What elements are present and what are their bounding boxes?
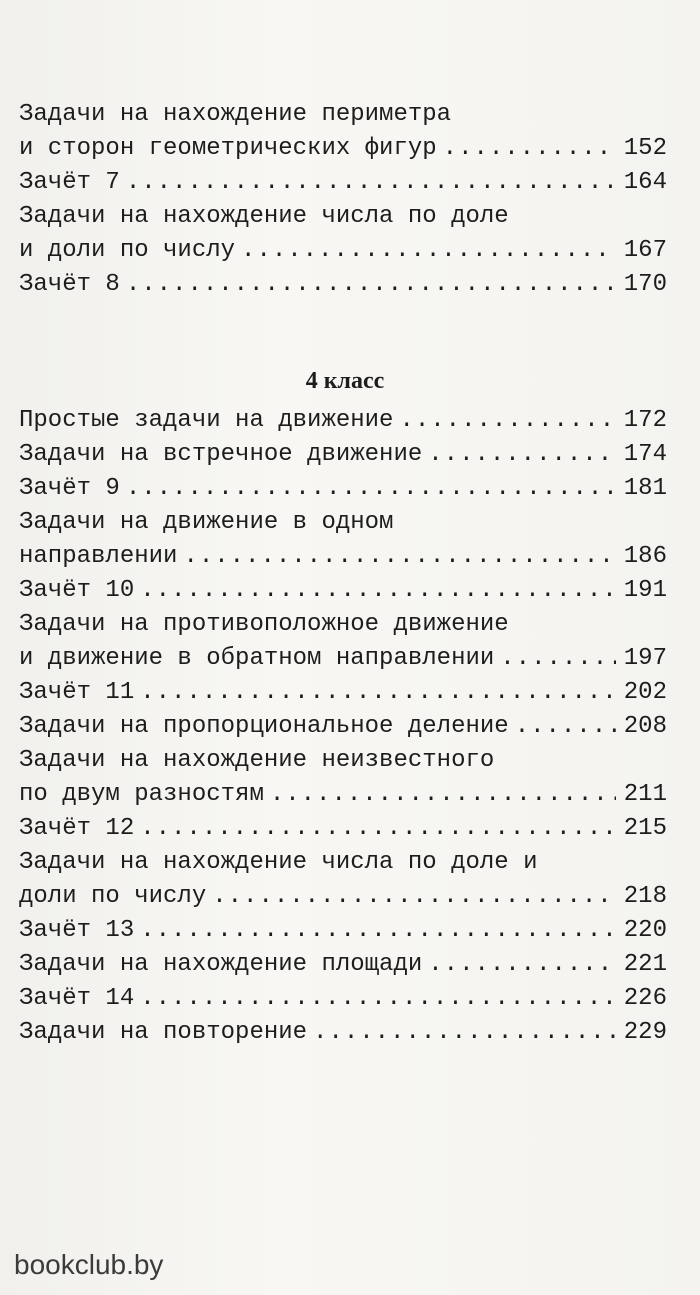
toc-entry (19, 506, 667, 574)
toc-entry (19, 438, 667, 472)
leader-dots (140, 982, 616, 1016)
table-of-contents-part-1 (19, 98, 667, 302)
leader-dots (140, 574, 616, 608)
toc-entry-title: Зачёт 12 (19, 815, 135, 842)
leader-dots (270, 778, 616, 812)
toc-entry (19, 846, 667, 914)
toc-entry-line (19, 1016, 667, 1050)
toc-entry-line (19, 472, 667, 506)
leader-dots (126, 268, 616, 302)
page-number: 211 (623, 781, 667, 808)
page-number: 215 (623, 815, 667, 842)
leader-dots (126, 472, 616, 506)
toc-entry-line (19, 880, 667, 914)
toc-entry-line (19, 166, 667, 200)
page-number: 220 (623, 917, 667, 944)
leader-dots (399, 404, 615, 438)
leader-dots (140, 812, 616, 846)
toc-entry (19, 574, 667, 608)
toc-entry-title: доли по числу (19, 883, 207, 910)
leader-dots (428, 438, 616, 472)
toc-entry-title-line: Задачи на нахождение числа по доле (19, 203, 509, 230)
page-number: 186 (623, 543, 667, 570)
page-number: 170 (623, 271, 667, 298)
page-number: 174 (623, 441, 667, 468)
toc-entry (19, 1016, 667, 1050)
toc-entry-title: Задачи на повторение (19, 1019, 308, 1046)
toc-entry-title: Простые задачи на движение (19, 407, 394, 434)
leader-dots (241, 234, 616, 268)
page-number: 181 (623, 475, 667, 502)
toc-entry-title: Зачёт 9 (19, 475, 120, 502)
page-number: 164 (623, 169, 667, 196)
toc-entry-title-line: Задачи на движение в одном (19, 509, 394, 536)
leader-dots (428, 948, 616, 982)
toc-entry (19, 472, 667, 506)
toc-entry (19, 982, 667, 1016)
toc-entry-title: Задачи на встречное движение (19, 441, 423, 468)
toc-entry-line (19, 778, 667, 812)
toc-entry-line (19, 132, 667, 166)
leader-dots (126, 166, 616, 200)
page-number: 191 (623, 577, 667, 604)
toc-entry (19, 744, 667, 812)
toc-entry (19, 812, 667, 846)
page-number: 226 (623, 985, 667, 1012)
toc-entry-title-line: Задачи на противоположное движение (19, 611, 509, 638)
toc-entry-line (19, 710, 667, 744)
toc-entry (19, 676, 667, 710)
toc-entry-line (19, 540, 667, 574)
page-number: 202 (623, 679, 667, 706)
toc-entry (19, 200, 667, 268)
toc-entry-title: и доли по числу (19, 237, 236, 264)
toc-entry-title: направлении (19, 543, 178, 570)
toc-entry (19, 710, 667, 744)
leader-dots (515, 710, 616, 744)
leader-dots (183, 540, 615, 574)
toc-entry (19, 914, 667, 948)
page-number: 152 (623, 135, 667, 162)
toc-entry-line (19, 642, 667, 676)
toc-entry-title: Зачёт 8 (19, 271, 120, 298)
toc-entry (19, 608, 667, 676)
page-number: 197 (623, 645, 667, 672)
page-number: 221 (623, 951, 667, 978)
toc-entry-title: Зачёт 13 (19, 917, 135, 944)
leader-dots (140, 676, 616, 710)
toc-entry-line (19, 982, 667, 1016)
toc-entry-title: и движение в обратном направлении (19, 645, 495, 672)
toc-entry-line (19, 404, 667, 438)
toc-entry-title: Задачи на нахождение площади (19, 951, 423, 978)
toc-entry-title: Зачёт 14 (19, 985, 135, 1012)
toc-entry-line (19, 914, 667, 948)
page-number: 229 (623, 1019, 667, 1046)
toc-entry-title: по двум разностям (19, 781, 264, 808)
leader-dots (313, 1016, 616, 1050)
page-number: 172 (623, 407, 667, 434)
leader-dots (500, 642, 616, 676)
toc-entry-title: Задачи на пропорциональное деление (19, 713, 509, 740)
leader-dots (443, 132, 616, 166)
toc-entry-line (19, 268, 667, 302)
toc-entry-line (19, 234, 667, 268)
toc-entry (19, 268, 667, 302)
page-number: 218 (623, 883, 667, 910)
toc-entry (19, 98, 667, 166)
toc-entry-title: и сторон геометрических фигур (19, 135, 437, 162)
toc-entry-title-line: Задачи на нахождение числа по доле и (19, 849, 538, 876)
toc-entry-title-line: Задачи на нахождение периметра (19, 101, 452, 128)
section-title: 4 класс (305, 368, 385, 394)
toc-entry-title: Зачёт 11 (19, 679, 135, 706)
toc-entry-line (19, 676, 667, 710)
page-number: 167 (623, 237, 667, 264)
leader-dots (140, 914, 616, 948)
watermark-logo: bookclub.by (14, 1249, 164, 1280)
toc-entry (19, 166, 667, 200)
toc-entry-title-line: Задачи на нахождение неизвестного (19, 747, 495, 774)
toc-entry (19, 948, 667, 982)
toc-entry-title: Зачёт 10 (19, 577, 135, 604)
table-of-contents-part-2 (19, 404, 667, 1050)
toc-entry-line (19, 948, 667, 982)
page-number: 208 (623, 713, 667, 740)
leader-dots (212, 880, 616, 914)
toc-entry-line (19, 812, 667, 846)
toc-entry (19, 404, 667, 438)
toc-entry-line (19, 438, 667, 472)
toc-entry-title: Зачёт 7 (19, 169, 120, 196)
toc-entry-line (19, 574, 667, 608)
